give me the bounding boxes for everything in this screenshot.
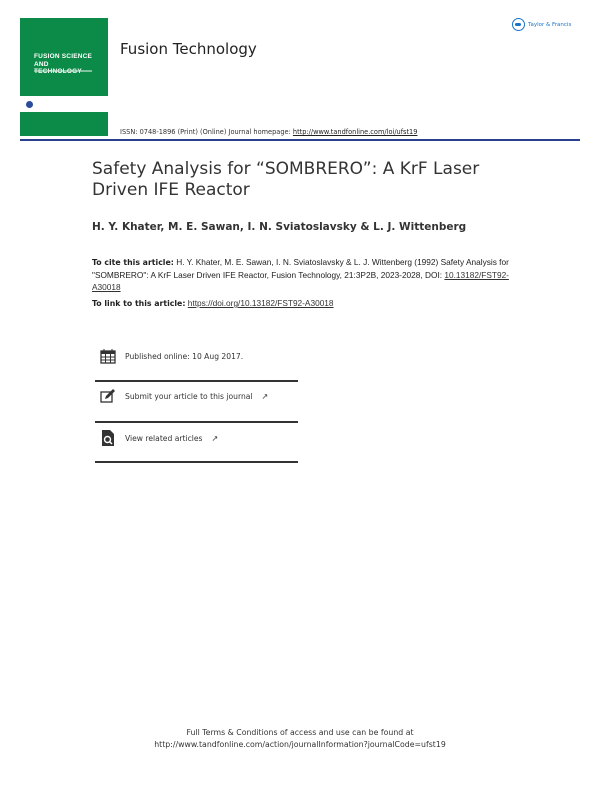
society-seal-icon — [26, 101, 33, 108]
publisher-logo — [512, 18, 571, 31]
footer — [0, 727, 600, 751]
related-articles-icon — [100, 430, 116, 446]
external-link-icon: ↗ — [211, 433, 219, 443]
issn-line — [120, 128, 417, 136]
divider — [95, 461, 298, 463]
footer-terms-text: Full Terms & Conditions of access and use can be found at — [186, 728, 414, 737]
cite-text: H. Y. Khater, M. E. Sawan, I. N. Sviatoslavsky & L. J. Wittenberg (1992) Safety Analysis for "SOMBRERO": A KrF Laser Driven IFE Reactor, Fusion Technology, 21:3P2B, 2023-2028, DOI: — [92, 257, 509, 280]
cover-subtitle-line — [34, 70, 92, 72]
link-label: To link to this article: — [92, 299, 186, 308]
publisher-logo-text: Taylor & Francis — [528, 21, 572, 28]
submit-article-link[interactable] — [100, 388, 268, 404]
article-authors: H. Y. Khater, M. E. Sawan, I. N. Sviatoslavsky & L. J. Wittenberg — [92, 221, 467, 233]
calendar-icon — [100, 348, 116, 364]
published-online-row — [100, 348, 243, 364]
published-date: Published online: 10 Aug 2017. — [125, 351, 244, 361]
issn-text: ISSN: 0748-1896 (Print) (Online) Journal homepage: — [120, 128, 291, 136]
edit-icon — [100, 388, 116, 404]
journal-homepage-link[interactable]: http://www.tandfonline.com/loi/ufst19 — [292, 128, 418, 136]
doi-link[interactable]: 10.13182/FST92-A30018 — [92, 270, 509, 292]
external-link-icon: ↗ — [261, 391, 269, 401]
journal-cover-image — [20, 18, 108, 136]
footer-terms-url[interactable]: http://www.tandfonline.com/action/journalInformation?journalCode=ufst19 — [154, 740, 446, 749]
cite-label: To cite this article: — [92, 258, 174, 267]
related-articles-label: View related articles — [125, 433, 203, 443]
divider — [95, 421, 298, 423]
article-title: Safety Analysis for “SOMBRERO”: A KrF Laser Driven IFE Reactor — [92, 159, 480, 200]
article-doi-url[interactable]: https://doi.org/10.13182/FST92-A30018 — [187, 298, 334, 308]
header-divider — [20, 139, 580, 141]
view-related-articles-link[interactable] — [100, 430, 218, 446]
citation-block — [92, 256, 532, 293]
article-link-block — [92, 298, 334, 308]
divider — [95, 380, 298, 382]
submit-article-label: Submit your article to this journal — [125, 391, 253, 401]
journal-title: Fusion Technology — [120, 40, 257, 58]
cover-title: FUSION SCIENCE AND — [34, 53, 93, 68]
taylor-francis-logo-icon — [512, 18, 525, 31]
cover-society-band — [20, 96, 108, 112]
